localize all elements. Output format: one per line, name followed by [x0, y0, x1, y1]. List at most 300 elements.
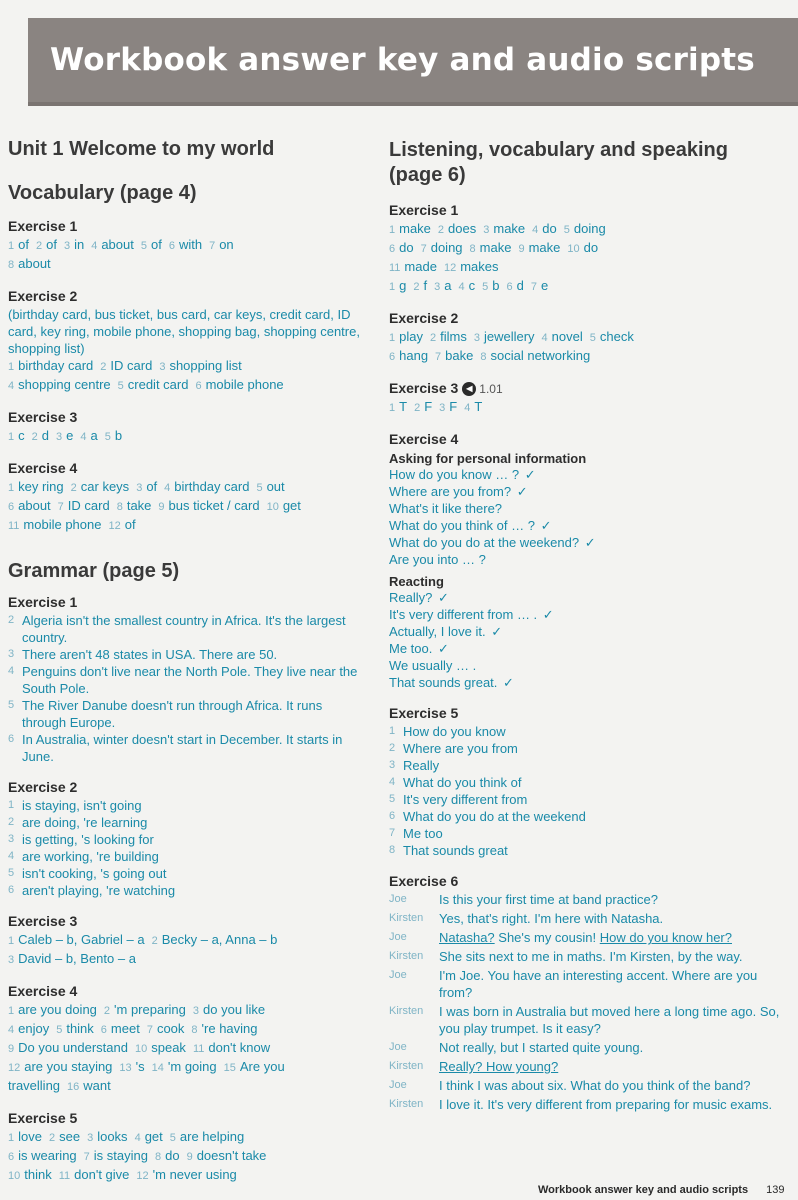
answer-item — [564, 221, 606, 236]
answer-item — [439, 399, 457, 414]
item-number: 3 — [159, 361, 166, 373]
list-item — [8, 731, 360, 765]
answer-item — [209, 237, 234, 252]
item-number: 10 — [567, 243, 580, 255]
script-text — [439, 1077, 750, 1094]
item-number: 6 — [506, 281, 513, 293]
item-number: 1 — [389, 402, 396, 415]
item-number: 2 — [413, 281, 420, 293]
item-number: 5 — [140, 240, 147, 252]
item-number: 5 — [56, 1024, 63, 1036]
item-text: don't give — [74, 1167, 130, 1182]
unit-title: Unit 1 Welcome to my world — [8, 138, 275, 160]
item-text: of — [124, 517, 136, 532]
answer-item — [152, 1059, 217, 1074]
reacting-subheading: Reacting — [389, 574, 444, 590]
item-text: e — [540, 278, 549, 293]
item-number: 9 — [8, 1043, 15, 1055]
item-number: 9 — [186, 1151, 193, 1163]
item-text: looks — [97, 1129, 128, 1144]
answer-item — [135, 1040, 186, 1055]
item-text: is staying, isn't going — [22, 798, 142, 813]
item-text: ID card — [110, 358, 153, 373]
title-banner — [28, 18, 798, 106]
phrase — [389, 623, 784, 640]
item-text: The River Danube doesn't run through Africa. It runs through Europe. — [22, 698, 323, 730]
answer-item — [193, 1040, 270, 1055]
script-fragment: I was born in Australia but moved here a long time ago. So, you play trumpet. Is it easy? — [439, 1004, 780, 1037]
phrase-text: Actually, I love it. — [389, 624, 486, 640]
item-text: is getting, 's looking for — [22, 832, 154, 847]
item-number: 1 — [8, 240, 15, 252]
answer-line — [8, 1128, 360, 1147]
item-text: 'm preparing — [114, 1002, 186, 1017]
answer-item — [421, 240, 463, 255]
checkmark-icon: ✓ — [499, 675, 514, 691]
answer-line — [389, 258, 784, 277]
vocab-exercise-1 — [8, 218, 360, 274]
item-number: 6 — [8, 501, 15, 513]
vocabulary-heading: Vocabulary (page 4) — [8, 182, 197, 204]
answer-item — [100, 358, 152, 373]
item-text: In Australia, winter doesn't start in December. It starts in June. — [22, 732, 343, 764]
item-text: jewellery — [483, 329, 535, 344]
exercise-title: Exercise 4 — [8, 460, 78, 476]
phrase — [389, 500, 784, 517]
list-item — [389, 740, 784, 757]
item-text: b — [114, 428, 123, 443]
item-number: 4 — [541, 332, 548, 344]
list-item — [8, 848, 360, 865]
item-number: 10 — [8, 1170, 21, 1182]
item-number: 6 — [389, 243, 396, 255]
script-line — [389, 910, 784, 927]
answer-item — [8, 498, 51, 513]
answer-item — [8, 479, 64, 494]
exercise-title: Exercise 4 — [389, 431, 459, 448]
answer-item — [32, 428, 49, 443]
answer-item — [464, 399, 482, 414]
item-number: 6 — [8, 1151, 15, 1163]
answer-item — [155, 1148, 180, 1163]
answer-line — [8, 1166, 360, 1185]
item-text: about — [18, 256, 51, 271]
item-text: do — [542, 221, 557, 236]
exercise-title: Exercise 6 — [389, 873, 459, 890]
script-fragment: She sits next to me in maths. I'm Kirsten, by the way. — [439, 949, 743, 965]
footer-label: Workbook answer key and audio scripts — [538, 1184, 749, 1196]
item-number: 3 — [55, 431, 63, 443]
item-text: do — [165, 1148, 180, 1163]
item-number: 6 — [8, 884, 15, 896]
audio-icon: ◀ — [462, 382, 476, 396]
item-number: 1 — [8, 361, 15, 373]
answer-item — [389, 278, 406, 293]
exercise-title — [389, 380, 784, 396]
item-text: What do you think of — [403, 775, 522, 791]
answer-item — [8, 1078, 60, 1093]
answer-item — [224, 1059, 285, 1074]
answer-item — [532, 221, 557, 236]
item-number: 11 — [389, 262, 401, 274]
item-text: key ring — [18, 479, 64, 494]
list-item — [389, 774, 784, 791]
item-number: 4 — [532, 224, 539, 236]
item-number: 3 — [8, 833, 15, 845]
answer-item — [108, 517, 135, 532]
answer-item — [518, 240, 560, 255]
answer-item — [56, 1021, 94, 1036]
item-text: 's — [135, 1059, 145, 1074]
item-text: travelling — [8, 1078, 61, 1093]
item-number: 5 — [256, 482, 263, 494]
answer-item — [474, 329, 535, 344]
answer-line — [8, 1020, 360, 1039]
answer-item — [8, 237, 29, 252]
answer-item — [567, 240, 598, 255]
page-footer — [538, 1184, 784, 1196]
answer-item — [414, 399, 432, 414]
item-number: 2 — [429, 332, 437, 344]
script-text — [439, 891, 658, 908]
item-number: 8 — [480, 351, 487, 363]
answer-item — [193, 1002, 265, 1017]
answer-line — [8, 1058, 360, 1077]
item-text: ID card — [67, 498, 110, 513]
item-number: 8 — [116, 501, 123, 513]
asking-phrases — [389, 466, 784, 568]
answer-line — [389, 347, 784, 366]
item-number: 11 — [192, 1043, 205, 1055]
item-number: 3 — [434, 281, 441, 293]
item-number: 7 — [209, 240, 216, 252]
right-column — [389, 138, 784, 1127]
answer-item — [8, 377, 111, 392]
answer-item — [8, 256, 51, 271]
item-text: are working, 're building — [22, 849, 159, 864]
item-text: of — [146, 479, 158, 494]
item-number: 1 — [8, 1132, 15, 1144]
item-number: 5 — [104, 431, 111, 443]
phrase-text: Me too. — [389, 641, 433, 657]
item-text: novel — [551, 329, 583, 344]
answer-item — [438, 221, 476, 236]
item-text: 'm going — [167, 1059, 217, 1074]
answer-item — [256, 479, 284, 494]
script-line — [389, 967, 784, 1001]
item-number: 8 — [8, 259, 15, 271]
vocab-exercise-3 — [8, 409, 360, 446]
item-number: 3 — [136, 482, 143, 494]
item-number: 5 — [589, 332, 596, 344]
answer-item — [117, 498, 152, 513]
item-text: with — [178, 237, 203, 252]
answer-item — [8, 1167, 52, 1182]
speaker-name: Kirsten — [389, 912, 424, 925]
list-item — [389, 808, 784, 825]
item-number: 3 — [439, 402, 446, 415]
list-item — [8, 882, 360, 899]
answer-item — [136, 479, 157, 494]
speaker-name: Joe — [389, 1041, 407, 1054]
answer-item — [49, 1129, 80, 1144]
answer-items — [8, 612, 360, 765]
checkmark-icon: ✓ — [581, 535, 596, 551]
exercise-title: Exercise 3 — [8, 913, 78, 929]
script-line — [389, 929, 784, 946]
item-text: e — [66, 428, 74, 443]
phrase — [389, 674, 784, 691]
phrase-text: What do you think of … ? — [389, 518, 535, 534]
answer-item — [458, 278, 475, 293]
vocab-exercise-4 — [8, 460, 360, 535]
answer-item — [434, 278, 451, 293]
answer-item — [84, 1148, 148, 1163]
answer-item — [430, 329, 467, 344]
page-title: Workbook answer key and audio scripts — [50, 42, 755, 78]
script-line — [389, 1096, 784, 1113]
phrase-text: It's very different from … . — [389, 607, 538, 623]
item-number: 4 — [464, 402, 471, 415]
answer-item — [141, 237, 162, 252]
item-text: What do you do at the weekend — [403, 809, 586, 825]
item-number: 8 — [389, 844, 396, 857]
item-number: 9 — [158, 501, 165, 513]
answer-lines — [8, 478, 360, 535]
exercise-title: Exercise 1 — [389, 202, 459, 218]
answer-item — [482, 278, 499, 293]
answer-item — [80, 428, 97, 443]
item-text: make — [493, 221, 526, 236]
item-number: 6 — [389, 810, 396, 823]
item-text: check — [599, 329, 634, 344]
list-item — [8, 865, 360, 882]
item-number: 5 — [389, 793, 396, 806]
list-item — [8, 612, 360, 646]
script-fragment: I think I was about six. What do you think of the band? — [439, 1078, 751, 1094]
answer-lines — [8, 427, 360, 446]
exercise-title: Exercise 1 — [8, 594, 78, 610]
item-text: 'm never using — [152, 1167, 237, 1182]
item-text: It's very different from — [403, 792, 528, 808]
item-number: 2 — [70, 482, 77, 494]
item-text: make — [479, 240, 512, 255]
item-text: a — [444, 278, 452, 293]
item-text: f — [423, 278, 428, 293]
asking-subheading: Asking for personal information — [389, 451, 587, 467]
item-number: 11 — [8, 520, 20, 532]
phrase-text: We usually … . — [389, 658, 477, 674]
item-text: a — [90, 428, 98, 443]
exercise-title: Exercise 5 — [389, 705, 459, 722]
item-number: 7 — [530, 281, 537, 293]
item-text: credit card — [127, 377, 189, 392]
item-text: of — [150, 237, 162, 252]
grammar-exercise-1 — [8, 594, 360, 765]
listening-exercise-4 — [389, 431, 784, 691]
phrase-text: How do you know … ? — [389, 467, 520, 483]
item-text: is wearing — [18, 1148, 77, 1163]
answer-line — [8, 255, 360, 274]
item-text: Really — [403, 758, 440, 774]
answer-item — [444, 259, 499, 274]
item-text: Caleb – b, Gabriel – a — [18, 932, 145, 947]
answer-item — [8, 428, 25, 443]
item-text: social networking — [490, 348, 591, 363]
list-item — [8, 797, 360, 814]
item-number: 3 — [8, 648, 15, 660]
script-text — [439, 910, 663, 927]
answer-line — [8, 497, 360, 516]
item-text: c — [468, 278, 476, 293]
answer-item — [158, 498, 259, 513]
answer-item — [389, 348, 428, 363]
left-column — [8, 138, 360, 1199]
item-text: don't know — [208, 1040, 271, 1055]
item-number: 2 — [8, 816, 15, 828]
phrase — [389, 466, 784, 483]
audio-script — [389, 891, 784, 1113]
answer-items — [389, 723, 784, 859]
answer-item — [542, 329, 583, 344]
phrase-text: Where are you from? — [389, 484, 512, 500]
item-text: love — [18, 1129, 42, 1144]
answer-item — [8, 1129, 42, 1144]
item-number: 2 — [151, 935, 158, 947]
item-number: 1 — [8, 935, 15, 947]
answer-line — [389, 220, 784, 239]
grammar-exercise-4 — [8, 983, 360, 1096]
item-number: 7 — [146, 1024, 153, 1036]
item-text: out — [266, 479, 285, 494]
item-text: are helping — [179, 1129, 245, 1144]
item-number: 4 — [80, 431, 87, 443]
item-text: make — [528, 240, 561, 255]
grammar-heading: Grammar (page 5) — [8, 560, 180, 582]
checkmark-icon: ✓ — [536, 518, 552, 534]
item-number: 6 — [389, 351, 396, 363]
answer-item — [8, 1059, 112, 1074]
exercise-title: Exercise 1 — [8, 218, 78, 234]
speaker-name: Kirsten — [389, 950, 424, 963]
item-text: is staying — [93, 1148, 148, 1163]
exercise-title: Exercise 2 — [8, 288, 78, 304]
item-number: 7 — [420, 243, 427, 255]
item-number: 3 — [63, 240, 71, 252]
item-number: 2 — [31, 431, 38, 443]
script-text — [439, 967, 784, 1001]
item-text: How do you know — [403, 724, 506, 740]
answer-item — [8, 358, 93, 373]
item-text: shopping list — [169, 358, 242, 373]
item-number: 4 — [8, 380, 15, 392]
item-number: 6 — [100, 1024, 107, 1036]
phrase — [389, 589, 784, 606]
item-text: F — [424, 399, 433, 415]
answer-item — [195, 377, 283, 392]
answer-item — [8, 1040, 128, 1055]
item-number: 9 — [518, 243, 525, 255]
checkmark-icon: ✓ — [434, 590, 449, 606]
item-number: 5 — [8, 699, 15, 711]
answer-item — [389, 240, 414, 255]
listening-exercise-1 — [389, 202, 784, 296]
item-text: think — [66, 1021, 94, 1036]
item-text: T — [474, 399, 483, 415]
answer-item — [36, 237, 57, 252]
item-text: b — [492, 278, 500, 293]
answer-item — [105, 428, 122, 443]
item-number: 2 — [35, 240, 43, 252]
item-text: speak — [151, 1040, 186, 1055]
listening-exercise-2 — [389, 310, 784, 366]
checkmark-icon: ✓ — [513, 484, 528, 500]
answer-item — [480, 348, 590, 363]
answer-item — [435, 348, 473, 363]
page-number: 139 — [766, 1184, 785, 1196]
item-text: There aren't 48 states in USA. There are 50. — [22, 647, 278, 662]
item-text: mobile phone — [23, 517, 102, 532]
word-list: (birthday card, bus ticket, bus card, car keys, credit card, ID card, key ring, mobile phone, shopping bag, shopping centre, shopping list) — [8, 307, 360, 356]
script-fragment: I'm Joe. You have an interesting accent. Where are you from? — [439, 968, 758, 1001]
listening-exercise-6 — [389, 873, 784, 1113]
answer-line — [8, 376, 360, 395]
item-text: think — [24, 1167, 52, 1182]
item-text: get — [144, 1129, 163, 1144]
item-number: 4 — [91, 240, 98, 252]
script-fragment: Not really, but I started quite young. — [439, 1040, 644, 1056]
item-text: about — [101, 237, 134, 252]
speaker-name: Joe — [389, 931, 407, 944]
answer-item — [71, 479, 130, 494]
answer-item — [56, 428, 73, 443]
item-number: 4 — [134, 1132, 141, 1144]
script-fragment: Yes, that's right. I'm here with Natasha. — [439, 911, 664, 927]
item-number: 15 — [223, 1062, 236, 1074]
checkmark-icon: ✓ — [539, 607, 554, 623]
item-number: 1 — [8, 431, 15, 443]
answer-line — [8, 427, 360, 446]
item-text: Penguins don't live near the North Pole. They live near the South Pole. — [22, 664, 358, 696]
answer-item — [147, 1021, 185, 1036]
item-number: 8 — [191, 1024, 198, 1036]
item-text: want — [83, 1078, 111, 1093]
answer-item — [389, 259, 437, 274]
item-number: 4 — [8, 665, 15, 677]
exercise-title: Exercise 5 — [8, 1110, 78, 1126]
item-text: get — [282, 498, 301, 513]
phrase-text: What's it like there? — [389, 501, 503, 517]
phrase — [389, 534, 784, 551]
script-line — [389, 948, 784, 965]
item-number: 4 — [458, 281, 465, 293]
item-number: 7 — [57, 501, 64, 513]
item-number: 16 — [67, 1081, 80, 1093]
item-number: 7 — [389, 827, 396, 840]
item-number: 5 — [8, 867, 15, 879]
item-text: films — [440, 329, 467, 344]
answer-item — [8, 1002, 97, 1017]
vocab-exercise-2 — [8, 288, 360, 395]
speaker-name: Kirsten — [389, 1060, 424, 1073]
item-number: 2 — [414, 402, 421, 415]
answer-item — [389, 399, 407, 414]
item-text: do you like — [203, 1002, 266, 1017]
item-number: 11 — [58, 1170, 71, 1182]
answer-item — [389, 221, 431, 236]
item-number: 10 — [134, 1043, 148, 1055]
item-number: 12 — [136, 1170, 149, 1182]
